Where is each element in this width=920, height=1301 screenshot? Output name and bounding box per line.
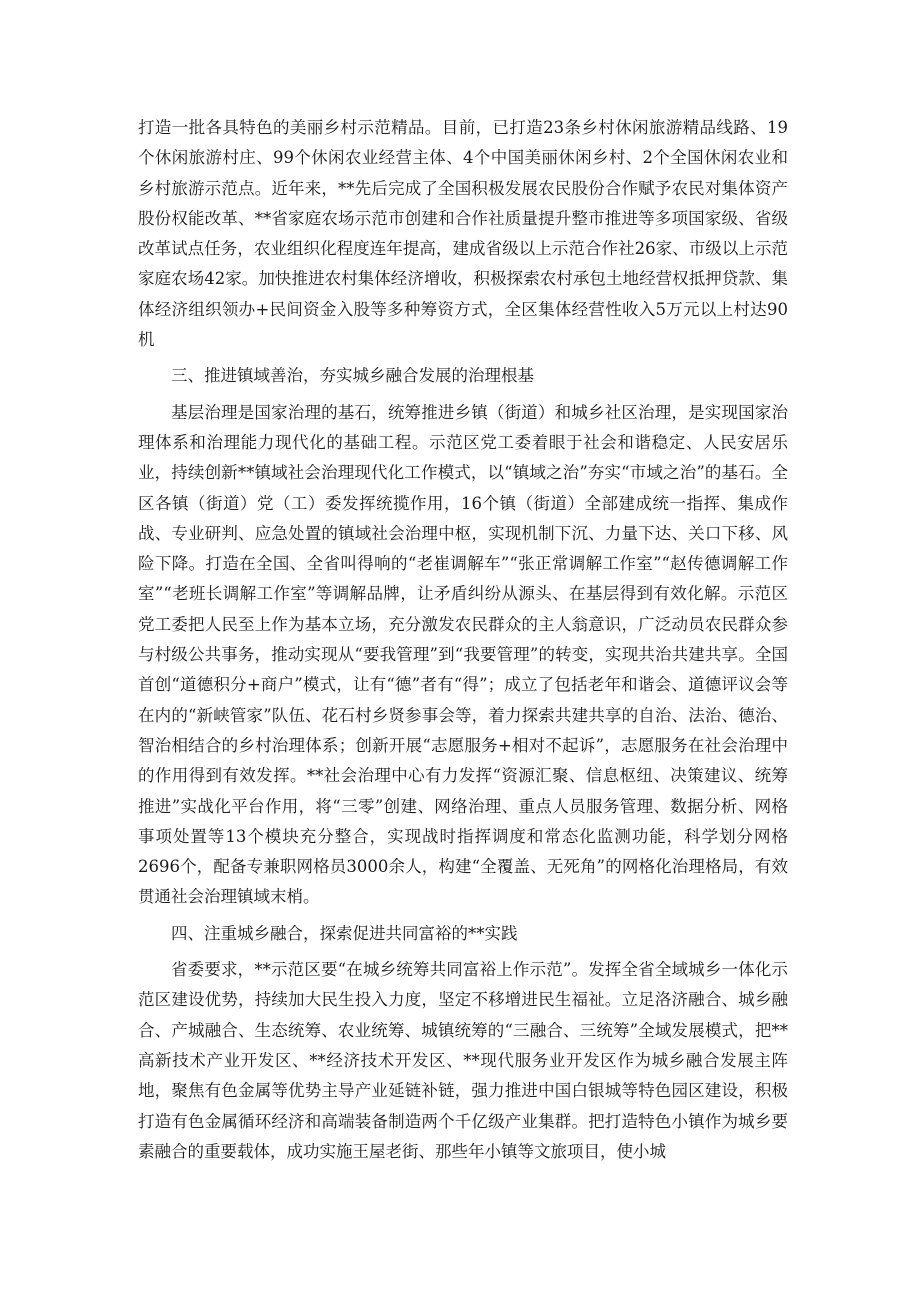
body-paragraph-1: 打造一批各具特色的美丽乡村示范精品。目前，已打造23条乡村休闲旅游精品线路、19个休闲旅游村庄、99个休闲农业经营主体、4个中国美丽休闲乡村、2个全国休闲农业和乡村旅游示范点。近年来，**先后完成了全国积极发展农民股份合作赋予农民对集体资产股份权能改革、**省家庭农场示范市创建和合作社质量提升整市推进等多项国家级、省级改革试点任务，农业组织化程度连年提高，建成省级以上示范合作社26家、市级以上示范家庭农场42家。加快推进农村集体经济增收，积极探索农村承包土地经营权抵押贷款、集体经济组织领办+民间资金入股等多种筹资方式，全区集体经营性收入5万元以上村达90机 [138,118,788,350]
body-paragraph-2: 基层治理是国家治理的基石，统筹推进乡镇（街道）和城乡社区治理，是实现国家治理体系和治理能力现代化的基础工程。示范区党工委着眼于社会和谐稳定、人民安居乐业，持续创新**镇域社会治理现代化工作模式，以“镇域之治”夯实“市域之治”的基石。全区各镇（街道）党（工）委发挥统揽作用，16个镇（街道）全部建成统一指挥、集成作战、专业研判、应急处置的镇域社会治理中枢，实现机制下沉、力量下达、关口下移、风险下降。打造在全国、全省叫得响的“老崔调解车”“张正常调解工作室”“赵传德调解工作室”“老班长调解工作室”等调解品牌，让矛盾纠纷从源头、在基层得到有效化解。示范区党工委把人民至上作为基本立场，充分激发农民群众的主人翁意识，广泛动员农民群众参与村级公共事务，推动实现从“要我管理”到“我要管理”的转变，实现共治共建共享。全国首创“道德积分+商户”模式，让有“德”者有“得”；成立了包括老年和谐会、道德评议会等在内的“新峡管家”队伍、花石村乡贤参事会等，着力探索共建共享的自治、法治、德治、智治相结合的乡村治理体系；创新开展“志愿服务+相对不起诉”，志愿服务在社会治理中的作用得到有效发挥。**社会治理中心有力发挥“资源汇聚、信息枢纽、决策建议、统筹推进”实战化平台作用，将“三零”创建、网络治理、重点人员服务管理、数据分析、网格事项处置等13个模块充分整合，实现战时指挥调度和常态化监测功能，科学划分网格2696个，配备专兼职网格员3000余人，构建“全覆盖、无死角”的网格化治理格局，有效贯通社会治理镇域末梢。 [138,402,788,907]
section-heading-4: 四、注重城乡融合，探索促进共同富裕的**实践 [171,923,518,943]
document-body [138,113,788,1167]
section-heading-3: 三、推进镇域善治，夯实城乡融合发展的治理根基 [171,366,534,386]
body-paragraph-3: 省委要求，**示范区要“在城乡统筹共同富裕上作示范”。发挥全省全域城乡一体化示范区建设优势，持续加大民生投入力度，坚定不移增进民生福祉。立足洛济融合、城乡融合、产城融合、生态统筹、农业统筹、城镇统筹的“三融合、三统筹”全域发展模式，把**高新技术产业开发区、**经济技术开发区、**现代服务业开发区作为城乡融合发展主阵地，聚焦有色金属等优势主导产业延链补链，强力推进中国白银城等特色园区建设，积极打造有色金属循环经济和高端装备制造两个千亿级产业集群。把打造特色小镇作为城乡要素融合的重要载体，成功实施王屋老街、那些年小镇等文旅项目，使小城 [138,960,788,1161]
